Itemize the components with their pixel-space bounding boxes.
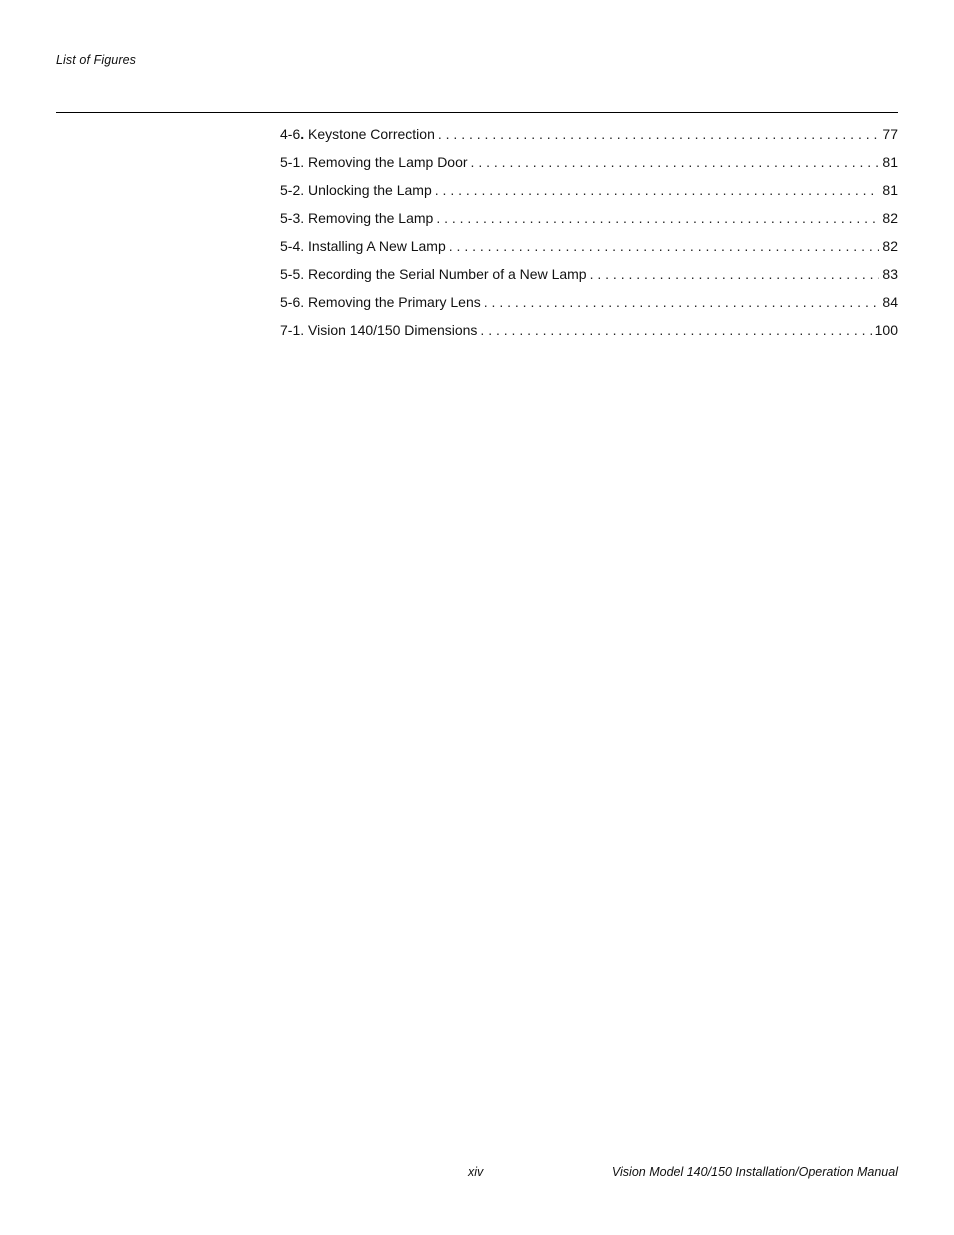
toc-leader-dots [590,266,880,282]
toc-entry-title: Installing A New Lamp [308,238,446,254]
running-header: List of Figures [56,53,137,67]
toc-entry-page: 81 [882,182,898,198]
toc-entry-title: Removing the Lamp [308,210,434,226]
toc-entry-page: 77 [882,126,898,142]
toc-entry-page: 84 [882,294,898,310]
toc-entry-page: 100 [874,322,898,338]
toc-leader-dots [438,126,880,142]
toc-entry-number: 5-4 [280,238,301,254]
toc-entry-title: Removing the Primary Lens [308,294,481,310]
toc-entry[interactable] [280,266,898,294]
toc-leader-dots [436,210,879,226]
toc-leader-dots [435,182,880,198]
toc-entry-separator: . [300,126,305,142]
toc-entry-title: Unlocking the Lamp [308,182,432,198]
footer-manual-title: Vision Model 140/150 Installation/Operation Manual [611,1165,898,1179]
toc-leader-dots [480,322,871,338]
toc-entry-label [280,126,438,142]
list-of-figures [280,126,898,350]
toc-entry-title: Vision 140/150 Dimensions [308,322,478,338]
toc-entry-number: 7-1 [280,322,301,338]
toc-entry-label [280,322,480,338]
toc-entry-label [280,210,436,226]
toc-entry-number: 5-1 [280,154,301,170]
toc-leader-dots [484,294,880,310]
toc-entry-label [280,182,435,198]
toc-entry[interactable] [280,322,898,350]
header-rule [56,112,898,113]
toc-entry-separator: . [300,182,305,198]
toc-entry[interactable] [280,294,898,322]
toc-leader-dots [449,238,880,254]
toc-entry-title: Recording the Serial Number of a New Lamp [308,266,587,282]
toc-entry-number: 5-3 [280,210,301,226]
toc-entry-page: 82 [882,210,898,226]
toc-entry-number: 5-5 [280,266,301,282]
toc-entry-separator: . [300,238,305,254]
toc-entry-separator: . [300,294,305,310]
toc-entry[interactable] [280,126,898,154]
toc-entry[interactable] [280,210,898,238]
toc-entry-number: 4-6 [280,126,301,142]
toc-entry[interactable] [280,154,898,182]
toc-entry-page: 83 [882,266,898,282]
toc-entry-number: 5-2 [280,182,301,198]
toc-entry-separator: . [300,322,305,338]
toc-entry-separator: . [300,210,305,226]
toc-entry-separator: . [300,266,305,282]
toc-entry-label [280,238,449,254]
toc-entry-page: 81 [882,154,898,170]
toc-leader-dots [471,154,880,170]
toc-entry-label [280,294,484,310]
toc-entry-title: Keystone Correction [308,126,435,142]
toc-entry-label [280,154,471,170]
toc-entry-number: 5-6 [280,294,301,310]
toc-entry-separator: . [300,154,305,170]
toc-entry[interactable] [280,238,898,266]
toc-entry-label [280,266,590,282]
toc-entry-title: Removing the Lamp Door [308,154,468,170]
toc-entry-page: 82 [882,238,898,254]
footer-page-number: xiv [468,1165,484,1179]
toc-entry[interactable] [280,182,898,210]
